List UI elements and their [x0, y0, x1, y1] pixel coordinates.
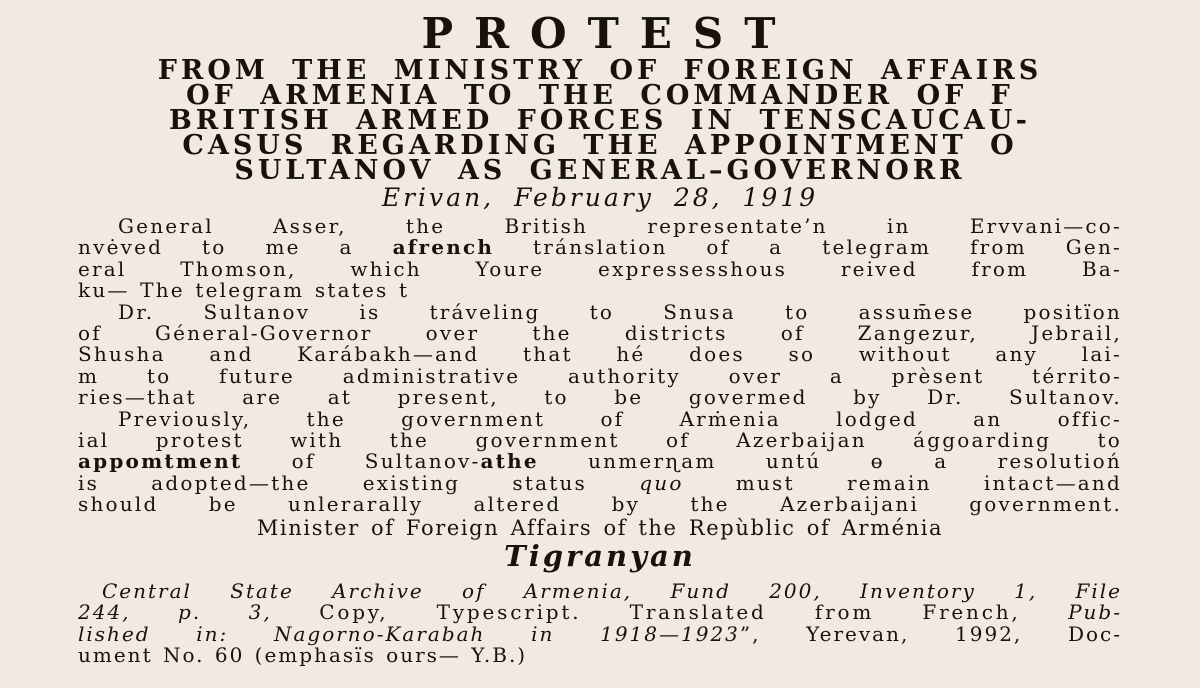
text-segment: General Asser, the British representate’n in Ervvani—co- [118, 214, 1122, 238]
text-line [0, 155, 1200, 186]
archive-citation [78, 578, 1123, 668]
text-segment: athe [480, 449, 539, 474]
text-segment: of Géneral-Governor over the districts of Zangezur, Jebrail, [78, 321, 1122, 346]
text-segment: CASUS REGARDING THE APPOINTMENT O [182, 130, 1018, 161]
text-segment: tránslation of a telegram from Gen- [494, 235, 1122, 260]
text-segment: 244, p. 3, [78, 600, 320, 625]
text-line [78, 451, 1122, 472]
text-line [78, 323, 1122, 344]
text-segment: ial protest with the government of Azerbaijan ággoarding to [78, 428, 1122, 453]
document-page [0, 9, 1200, 688]
text-line [78, 387, 1122, 408]
text-line [78, 256, 1122, 281]
text-segment: OF ARMENIA TO THE COMMANDER OF F [186, 80, 1014, 111]
text-segment: SULTANOV AS GENERAL–GOVERNORR [234, 155, 966, 186]
text-line [78, 645, 1122, 667]
text-segment: Central State Archive of Armenia, Fund 200, Inventory 1, File [102, 578, 1122, 603]
document-body [78, 216, 1122, 516]
text-segment: lished in: Nagorno-Karabah in 1918—1923 [78, 621, 740, 646]
text-segment: must remain intact—and [683, 470, 1123, 495]
text-segment: ries—that are at present, to be govermed by Dr. Sultanov. [78, 385, 1122, 410]
text-segment: Copy, Typescript. Translated from French, [319, 600, 1021, 625]
text-segment: of Sultanov- [242, 449, 481, 474]
minister-title-line: Minister of Foreign Affairs of the Repùblic of Arménia [256, 515, 944, 540]
text-segment: eral Thomson, which Youre expressesshous reived from Ba- [78, 256, 1122, 281]
text-segment: Shusha and Karábakh—and that hé does so without any lai- [78, 342, 1122, 367]
dateline: Erivan, February 28, 1919 [381, 183, 819, 212]
text-segment: ku— The telegram states t [78, 278, 410, 303]
text-segment: is adopted—the existing status [78, 470, 640, 495]
text-segment: m to future administrative authority over a prèsent térrito- [78, 363, 1122, 388]
text-line [78, 237, 1122, 258]
signature-name: Tigranyan [504, 538, 696, 573]
text-segment: BRITISH ARMED FORCES IN TENSCAUCAU- [168, 105, 1032, 136]
text-line [78, 363, 1122, 388]
text-segment: Pub- [1020, 600, 1122, 625]
text-segment: appomtment [78, 449, 243, 474]
text-line [78, 430, 1122, 451]
text-segment: Previously, the government of Arṁenia lodged an offic- [118, 406, 1122, 431]
text-segment: unmerɳam untú ɵ a resolutioń [538, 449, 1122, 474]
text-line [78, 621, 1123, 646]
document-title: PROTEST [421, 9, 797, 58]
text-line [78, 216, 1122, 237]
text-line [78, 602, 1122, 624]
text-segment: ”, Yerevan, 1992, Doc- [739, 621, 1123, 646]
text-line [78, 406, 1122, 431]
text-line [78, 494, 1122, 515]
text-segment: ument No. 60 (emphasïs ours— Y.B.) [78, 643, 528, 668]
text-segment: afrench [392, 235, 495, 260]
text-segment: nvėved to me a [78, 235, 393, 260]
text-segment: should be unlerarally altered by the Azerbaijani government. [78, 492, 1122, 517]
text-segment: quo [639, 470, 684, 495]
text-segment: FROM THE MINISTRY OF FOREIGN AFFAIRS [157, 55, 1043, 86]
text-line [78, 470, 1123, 495]
text-segment: Dr. Sultanov is tráveling to Snusa to assum̄ese positïon [118, 299, 1122, 324]
document-heading [0, 55, 1200, 186]
text-line [78, 299, 1122, 324]
text-line [78, 344, 1122, 365]
text-line [78, 578, 1122, 603]
text-line [78, 280, 1122, 301]
